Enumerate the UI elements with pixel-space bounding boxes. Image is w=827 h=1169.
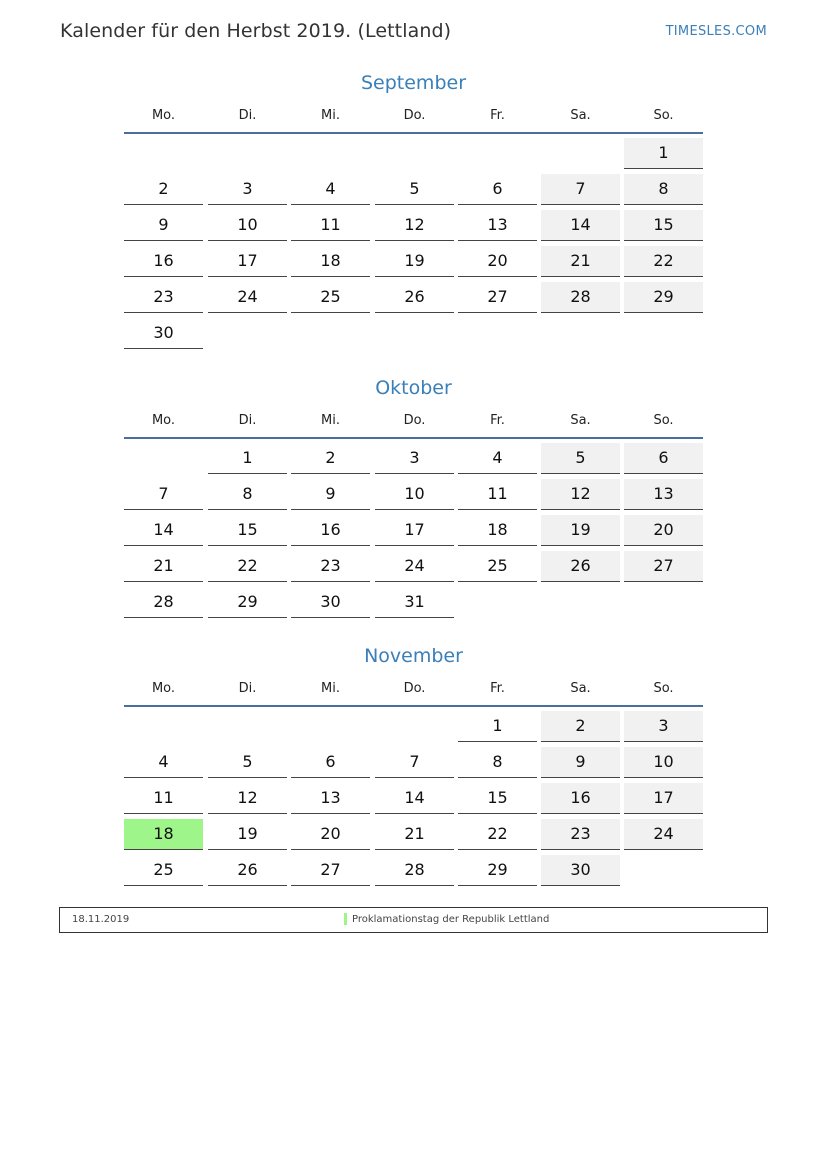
weekday-header [124, 401, 703, 439]
day-cell: 27 [624, 551, 703, 582]
day-cell: 16 [541, 783, 620, 814]
legend-date: 18.11.2019 [72, 914, 130, 925]
day-cell: 9 [124, 210, 203, 241]
day-grid [124, 707, 703, 887]
day-cell: 26 [541, 551, 620, 582]
day-cell: 8 [458, 747, 537, 778]
month-september [124, 70, 703, 350]
weekday-label: Di. [238, 413, 257, 428]
legend-holiday-name: Proklamationstag der Republik Lettland [352, 914, 550, 925]
day-cell: 26 [208, 855, 287, 886]
day-cell: 22 [208, 551, 287, 582]
site-link[interactable]: TIMESLES.COM [665, 24, 767, 39]
day-cell: 2 [124, 174, 203, 205]
day-cell: 15 [458, 783, 537, 814]
day-cell: 30 [124, 318, 203, 349]
weekday-label: Mi. [321, 681, 340, 696]
day-cell: 19 [208, 819, 287, 850]
weekday-label: So. [653, 413, 674, 428]
day-cell: 22 [458, 819, 537, 850]
day-cell: 5 [541, 443, 620, 474]
day-cell: 19 [375, 246, 454, 277]
day-cell: 4 [291, 174, 370, 205]
weekday-label: Mi. [321, 108, 340, 123]
day-cell: 22 [624, 246, 703, 277]
day-cell: 20 [624, 515, 703, 546]
day-cell: 23 [124, 282, 203, 313]
day-cell: 18 [291, 246, 370, 277]
day-cell: 12 [541, 479, 620, 510]
day-cell: 16 [124, 246, 203, 277]
day-cell: 10 [624, 747, 703, 778]
day-cell: 1 [624, 138, 703, 169]
month-title: September [360, 72, 467, 94]
day-cell: 27 [458, 282, 537, 313]
day-cell: 7 [124, 479, 203, 510]
day-cell: 26 [375, 282, 454, 313]
day-cell: 3 [375, 443, 454, 474]
day-cell: 19 [541, 515, 620, 546]
day-cell: 7 [375, 747, 454, 778]
day-cell: 18 [458, 515, 537, 546]
weekday-label: Mo. [151, 681, 176, 696]
day-cell: 12 [375, 210, 454, 241]
day-cell: 24 [208, 282, 287, 313]
day-cell: 28 [124, 587, 203, 618]
day-cell: 14 [124, 515, 203, 546]
weekday-label: Di. [238, 681, 257, 696]
day-cell: 30 [291, 587, 370, 618]
holiday-legend [59, 907, 768, 933]
day-cell: 6 [624, 443, 703, 474]
month-title: November [364, 645, 463, 667]
day-cell: 15 [624, 210, 703, 241]
day-cell: 16 [291, 515, 370, 546]
day-cell: 24 [375, 551, 454, 582]
day-cell: 1 [458, 711, 537, 742]
day-cell: 24 [624, 819, 703, 850]
day-cell: 25 [458, 551, 537, 582]
day-cell: 20 [458, 246, 537, 277]
day-cell: 25 [124, 855, 203, 886]
day-cell: 8 [208, 479, 287, 510]
day-cell: 2 [291, 443, 370, 474]
month-title: Oktober [375, 377, 452, 399]
day-cell: 5 [208, 747, 287, 778]
day-cell: 5 [375, 174, 454, 205]
weekday-label: Fr. [490, 413, 505, 428]
day-grid [124, 439, 703, 619]
weekday-label: Do. [403, 413, 426, 428]
holiday-color-swatch [344, 913, 347, 925]
weekday-label: Mo. [151, 108, 176, 123]
day-cell: 28 [375, 855, 454, 886]
day-cell: 13 [458, 210, 537, 241]
day-cell: 13 [624, 479, 703, 510]
day-cell: 7 [541, 174, 620, 205]
day-cell: 9 [291, 479, 370, 510]
month-november [124, 643, 703, 887]
day-cell: 4 [124, 747, 203, 778]
day-cell: 29 [458, 855, 537, 886]
day-cell: 11 [458, 479, 537, 510]
day-cell: 21 [375, 819, 454, 850]
day-cell: 29 [208, 587, 287, 618]
day-grid [124, 134, 703, 350]
weekday-header [124, 96, 703, 134]
day-cell: 13 [291, 783, 370, 814]
day-cell: 10 [208, 210, 287, 241]
day-cell: 15 [208, 515, 287, 546]
day-cell: 9 [541, 747, 620, 778]
weekday-label: Mi. [321, 413, 340, 428]
day-cell: 4 [458, 443, 537, 474]
day-cell: 30 [541, 855, 620, 886]
page-title: Kalender für den Herbst 2019. (Lettland) [60, 20, 452, 42]
day-cell: 3 [208, 174, 287, 205]
weekday-label: So. [653, 108, 674, 123]
day-cell: 2 [541, 711, 620, 742]
day-cell: 21 [541, 246, 620, 277]
weekday-label: Fr. [490, 108, 505, 123]
day-cell: 6 [458, 174, 537, 205]
day-cell: 23 [541, 819, 620, 850]
day-cell: 20 [291, 819, 370, 850]
day-cell: 1 [208, 443, 287, 474]
weekday-header [124, 669, 703, 707]
day-cell: 25 [291, 282, 370, 313]
day-cell: 17 [624, 783, 703, 814]
weekday-label: Sa. [570, 681, 591, 696]
day-cell: 17 [375, 515, 454, 546]
weekday-label: Sa. [570, 108, 591, 123]
weekday-label: Di. [238, 108, 257, 123]
day-cell: 28 [541, 282, 620, 313]
day-cell: 29 [624, 282, 703, 313]
weekday-label: Fr. [490, 681, 505, 696]
weekday-label: Sa. [570, 413, 591, 428]
weekday-label: So. [653, 681, 674, 696]
weekday-label: Do. [403, 681, 426, 696]
day-cell: 21 [124, 551, 203, 582]
day-cell: 14 [375, 783, 454, 814]
day-cell: 10 [375, 479, 454, 510]
day-cell: 23 [291, 551, 370, 582]
weekday-label: Do. [403, 108, 426, 123]
month-oktober [124, 375, 703, 619]
day-cell-holiday: 18 [124, 819, 203, 850]
day-cell: 27 [291, 855, 370, 886]
weekday-label: Mo. [151, 413, 176, 428]
day-cell: 14 [541, 210, 620, 241]
day-cell: 6 [291, 747, 370, 778]
day-cell: 8 [624, 174, 703, 205]
day-cell: 11 [291, 210, 370, 241]
day-cell: 31 [375, 587, 454, 618]
day-cell: 3 [624, 711, 703, 742]
day-cell: 17 [208, 246, 287, 277]
day-cell: 12 [208, 783, 287, 814]
day-cell: 11 [124, 783, 203, 814]
